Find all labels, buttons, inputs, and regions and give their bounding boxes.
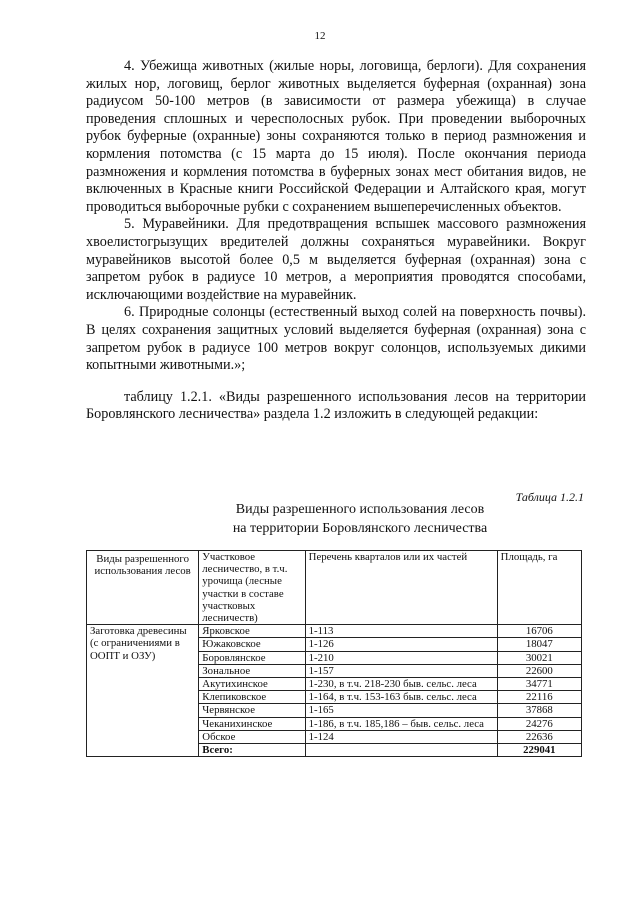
header-use-type: Виды разрешенного использования лесов — [87, 551, 199, 625]
cell-forestry: Зональное — [199, 664, 305, 677]
cell-quarters: 1-157 — [305, 664, 497, 677]
cell-quarters: 1-210 — [305, 651, 497, 664]
table-header-row — [87, 551, 582, 625]
cell-forestry: Червянское — [199, 704, 305, 717]
table-title-line-1: Виды разрешенного использования лесов — [235, 502, 485, 517]
cell-forestry: Южаковское — [199, 638, 305, 651]
cell-forestry: Обское — [199, 730, 305, 743]
cell-forestry: Чеканихинское — [199, 717, 305, 730]
cell-area: 30021 — [497, 651, 581, 664]
page-number: 12 — [314, 30, 326, 42]
paragraph-table-amendment: таблицу 1.2.1. «Виды разрешенного использования лесов на территории Боровлянского лесничества» раздела 1.2 изложить в следующей редакции: — [86, 388, 586, 423]
table-caption: Таблица 1.2.1 — [515, 490, 584, 504]
cell-forestry: Ярковское — [199, 625, 305, 638]
document-body — [86, 58, 586, 424]
table-title-line-2: на территории Боровлянского лесничества — [232, 521, 488, 536]
cell-area: 22600 — [497, 664, 581, 677]
cell-forestry: Боровлянское — [199, 651, 305, 664]
cell-area: 24276 — [497, 717, 581, 730]
cell-area: 16706 — [497, 625, 581, 638]
cell-quarters: 1-113 — [305, 625, 497, 638]
cell-quarters: 1-230, в т.ч. 218-230 быв. сельс. леса — [305, 678, 497, 691]
paragraph-animal-shelters: 4. Убежища животных (жилые норы, логовища, берлоги). Для сохранения жилых нор, логовищ, берлог животных выделяется буферная (охранная) зона радиусом 50-100 метров (в зависимости от размера убежища) в случае проведения сплошных и чересполосных рубок. При проведении выборочных рубок буферные (охранные) зоны сохраняются только в период размножения и кормления потомства (с 15 марта до 15 июля). После окончания периода размножения и кормления потомства в буферных зонах мест обитания видов, не включенных в Красные книги Российской Федерации и Алтайского края, могут проводиться выборочные рубки с сохранением вышеперечисленных объектов. — [86, 58, 586, 215]
cell-quarters: 1-165 — [305, 704, 497, 717]
cell-total-empty — [305, 744, 497, 757]
table-row — [87, 625, 582, 638]
cell-area: 18047 — [497, 638, 581, 651]
header-area: Площадь, га — [497, 551, 581, 625]
cell-area: 37868 — [497, 704, 581, 717]
header-quarters: Перечень кварталов или их частей — [305, 551, 497, 625]
table-title — [86, 500, 634, 538]
header-forestry: Участковое лесничество, в т.ч. урочища (лесные участки в составе участковых лесничеств) — [199, 551, 305, 625]
cell-quarters: 1-124 — [305, 730, 497, 743]
cell-quarters: 1-126 — [305, 638, 497, 651]
cell-area: 22636 — [497, 730, 581, 743]
cell-forestry: Акутихинское — [199, 678, 305, 691]
cell-area: 34771 — [497, 678, 581, 691]
cell-forestry: Клепиковское — [199, 691, 305, 704]
cell-quarters: 1-164, в т.ч. 153-163 быв. сельс. леса — [305, 691, 497, 704]
forest-use-table — [86, 550, 582, 757]
cell-total-area: 229041 — [497, 744, 581, 757]
paragraph-anthills: 5. Муравейники. Для предотвращения вспышек массового размножения хвоелистогрызущих вредителей должны сохраняться муравейники. Вокруг муравейников высотой более 0,5 м выделяется буферная (охранная) зона с запретом рубок в радиусе 10 метров, а мероприятия проводятся способами, исключающими воздействие на муравейник. — [86, 216, 586, 303]
cell-use-type: Заготовка древесины (с ограничениями в ООПТ и ОЗУ) — [87, 625, 199, 757]
cell-area: 22116 — [497, 691, 581, 704]
cell-total-label: Всего: — [199, 744, 305, 757]
cell-quarters: 1-186, в т.ч. 185,186 – быв. сельс. леса — [305, 717, 497, 730]
paragraph-salt-licks: 6. Природные солонцы (естественный выход солей на поверхность почвы). В целях сохранения защитных условий выделяется буферная (охранная) зона с запретом рубок в радиусе 100 метров вокруг солонцов, используемых дикими копытными животными.»; — [86, 304, 586, 374]
